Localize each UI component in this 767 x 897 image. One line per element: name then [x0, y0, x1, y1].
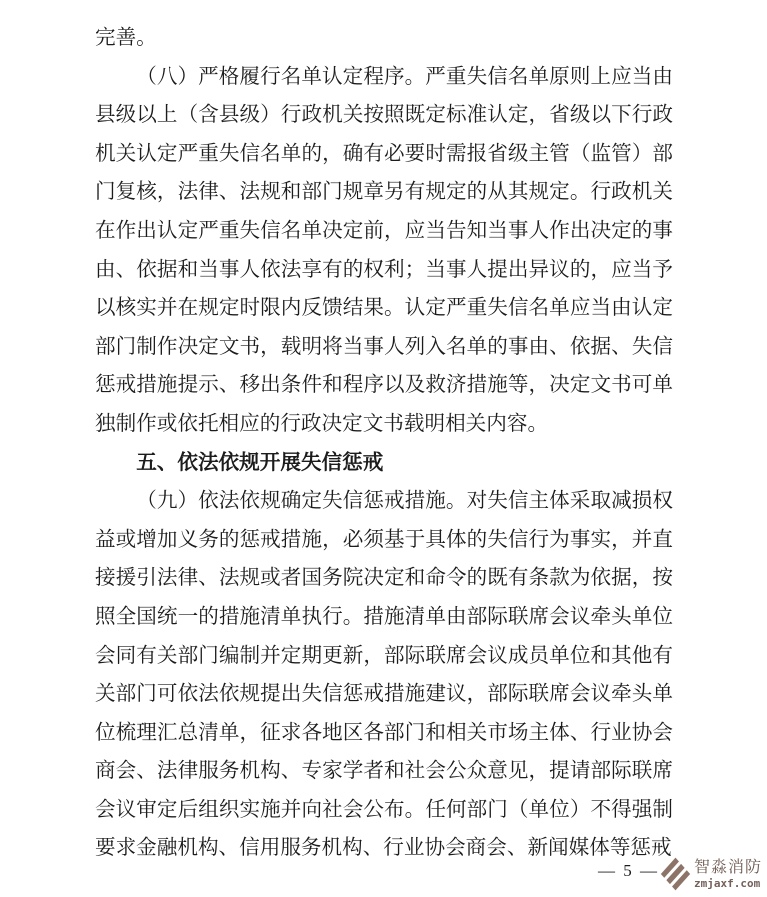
paragraph-continuation: 完善。: [95, 27, 157, 49]
watermark-brand-name: 智淼消防: [693, 858, 762, 876]
document-body: [95, 19, 673, 868]
page-footer: [598, 856, 762, 892]
section-heading: 五、依法依规开展失信惩戒: [136, 450, 384, 474]
watermark-text: [694, 859, 762, 890]
page-number: — 5 —: [597, 861, 659, 880]
zhimiao-fire-logo-icon: [660, 856, 691, 892]
watermark: [660, 856, 762, 892]
paragraph-item-9: （九）依法依规确定失信惩戒措施。对失信主体采取减损权益或增加义务的惩戒措施，必须基于具体的失信行为事实，并直接援引法律、法规或者国务院决定和命令的既有条款为依据，按照全国统一的措施清单执行。措施清单由部际联席会议牵头单位会同有关部门编制并定期更新，部际联席会议成员单位和其他有关部门可依法依规提出失信惩戒措施建议，部际联席会议牵头单位梳理汇总清单，征求各地区各部门和相关市场主体、行业协会商会、法律服务机构、专家学者和社会公众意见，提请部际联席会议审定后组织实施并向社会公布。任何部门（单位）不得强制要求金融机构、信用服务机构、行业协会商会、新闻媒体等惩戒: [95, 490, 673, 860]
watermark-domain: zmjaxf.com: [693, 876, 761, 890]
paragraph-item-8: （八）严格履行名单认定程序。严重失信名单原则上应当由县级以上（含县级）行政机关按照既定标准认定，省级以下行政机关认定严重失信名单的，确有必要时需报省级主管（监管）部门复核，法律、法规和部门规章另有规定的从其规定。行政机关在作出认定严重失信名单决定前，应当告知当事人作出决定的事由、依据和当事人依法享有的权利；当事人提出异议的，应当予以核实并在规定时限内反馈结果。认定严重失信名单应当由认定部门制作决定文书，载明将当事人列入名单的事由、依据、失信惩戒措施提示、移出条件和程序以及救济措施等，决定文书可单独制作或依托相应的行政决定文书载明相关内容。: [95, 65, 673, 435]
